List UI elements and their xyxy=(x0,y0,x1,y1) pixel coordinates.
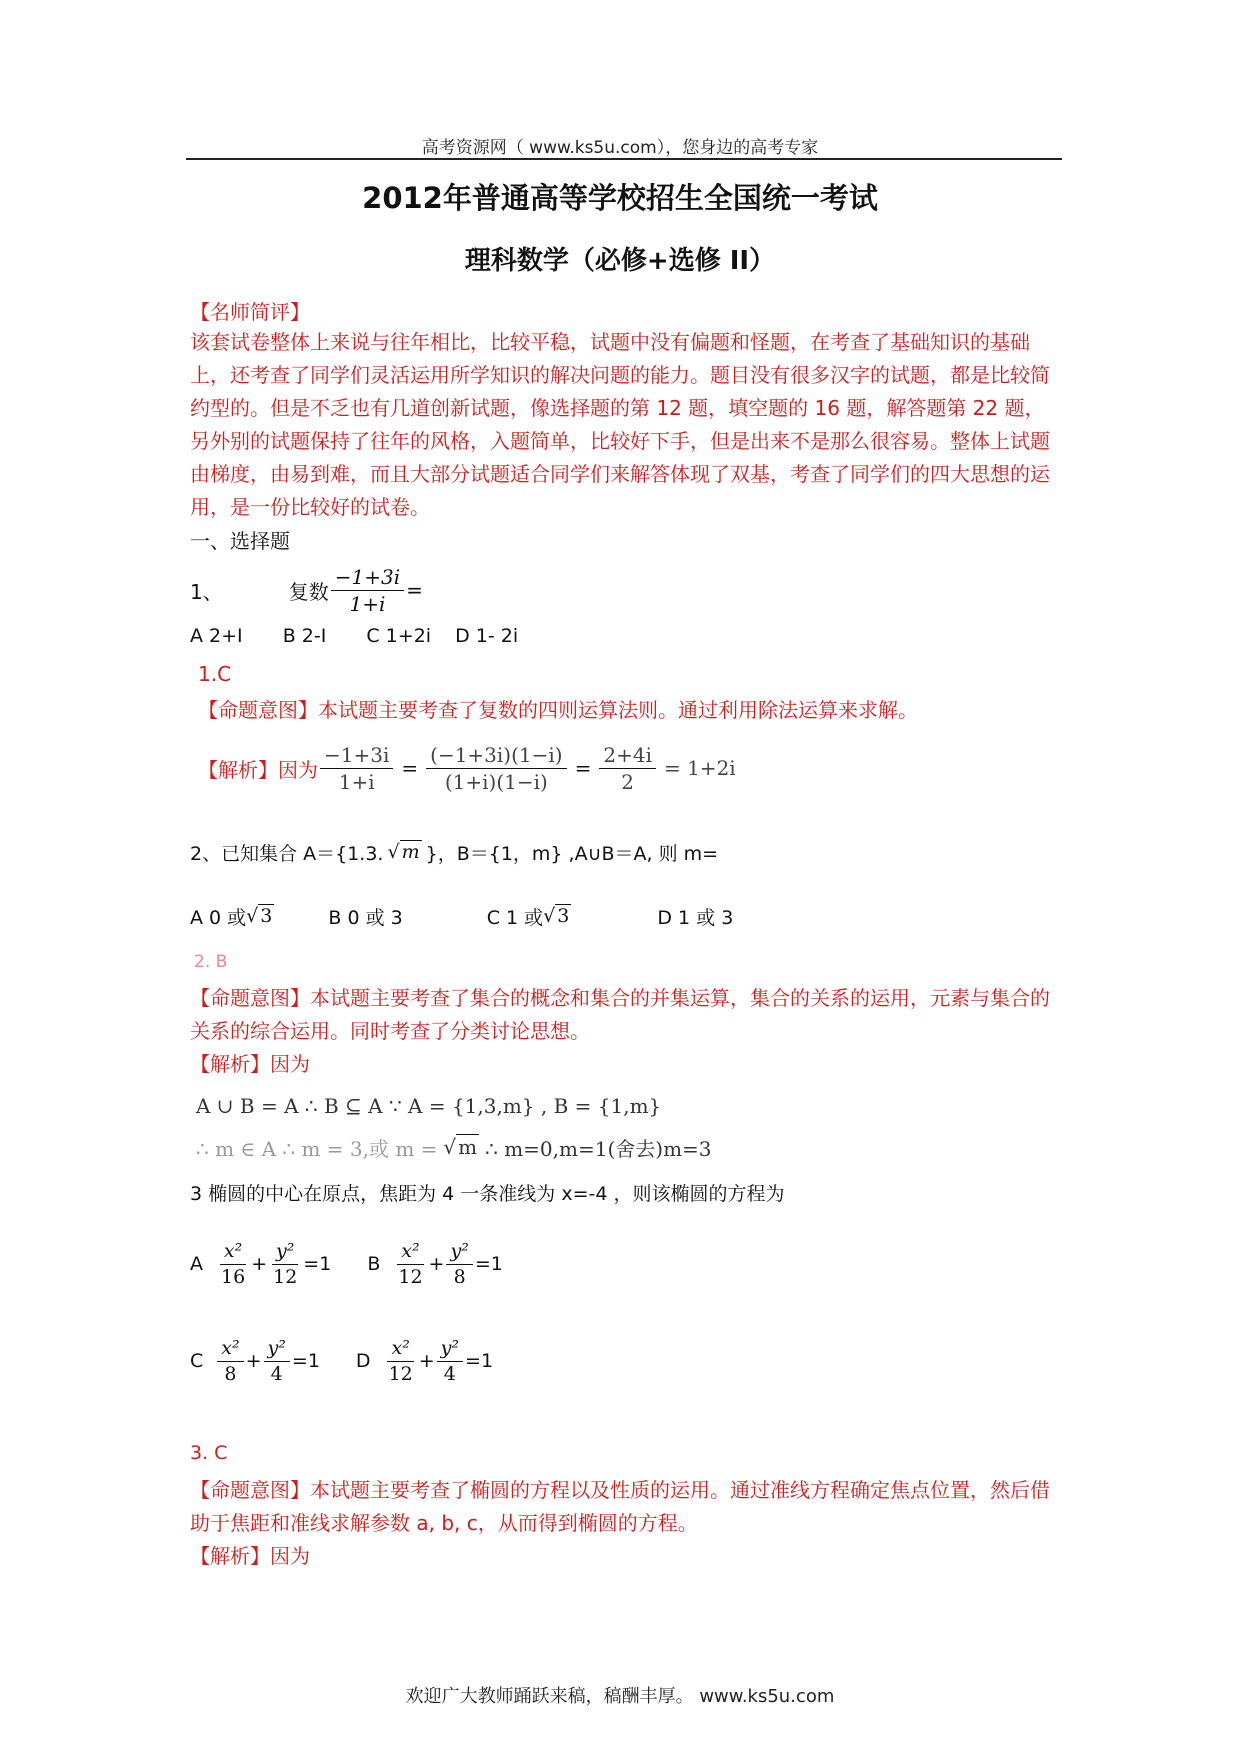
q2-intent xyxy=(190,982,1060,1048)
q2-analysis-line2 xyxy=(196,1130,712,1164)
q3-analysis-label: 【解析】 xyxy=(190,1544,270,1568)
q3-option-d-frac2: $\frac{\text{y²}}{4}$ xyxy=(437,1338,463,1385)
q1-a-frac2-den: (1+i)(1−i) xyxy=(444,769,548,794)
q1-a-result: = 1+2i xyxy=(663,756,736,780)
q2-stem xyxy=(190,832,718,872)
q3-option-a-label: A xyxy=(190,1253,203,1275)
header-rule xyxy=(186,158,1062,160)
q1-stem-text: 复数 xyxy=(288,579,329,604)
q2-stem-post: }，B＝{1，m} ,A∪B＝A, 则 m= xyxy=(425,842,719,865)
q2-stem-pre: 2、已知集合 A＝{1.3. xyxy=(190,842,384,865)
section-heading: 一、选择题 xyxy=(190,529,290,553)
q3-answer: 3. C xyxy=(190,1442,228,1464)
q3-option-a-frac2: $\frac{\text{y²}}{12}$ xyxy=(273,1239,298,1288)
q1-a-frac3 xyxy=(599,744,656,793)
q2-line2-root: √ m xyxy=(443,1135,478,1159)
q3-stem: 3 椭圆的中心在原点，焦距为 4 一条准线为 x=-4 ，则该椭圆的方程为 xyxy=(190,1183,785,1205)
q2-option-d: D 1 或 3 xyxy=(657,906,734,929)
q2-options xyxy=(190,896,733,936)
q1-a-frac1-num: −1+3i xyxy=(320,744,393,769)
q2-intent-label: 【命题意图】 xyxy=(190,986,310,1010)
q3-option-c-frac2: $\frac{\text{y²}}{4}$ xyxy=(264,1338,290,1385)
q1-a-frac1-den: 1+i xyxy=(338,769,375,794)
q1-analysis-lead: 因为 xyxy=(278,757,318,782)
q2-option-c: C 1 或 xyxy=(486,906,544,929)
q2-line2-post: ∴ m=0,m=1(舍去)m=3 xyxy=(485,1136,712,1161)
review-label: 【名师简评】 xyxy=(190,300,310,324)
q1-option-b: B 2-I xyxy=(282,625,327,647)
q1-a-frac2-num: (−1+3i)(1−i) xyxy=(426,744,566,769)
q1-intent-label: 【命题意图】 xyxy=(198,698,318,722)
q1-a-frac3-den: 2 xyxy=(621,769,635,794)
q3-intent xyxy=(190,1474,1060,1540)
q2-option-a-root: √ 3 xyxy=(246,905,273,927)
q1-stem xyxy=(190,560,423,620)
q3-options-row1: A $\frac{\text{x²}}{16}$ + $\frac{\text{y²}}{12}$ =1 B $\frac{\text{x²}}{12}$ + $\frac{\text{y²}}{8}$ =1 xyxy=(190,1239,503,1288)
q3-intent-text: 本试题主要考查了椭圆的方程以及性质的运用。通过准线方程确定焦点位置，然后借助于焦距和准线求解参数 a, b, c，从而得到椭圆的方程。 xyxy=(190,1478,1050,1535)
q1-fraction xyxy=(331,566,404,615)
exam-title: 2012年普通高等学校招生全国统一考试 xyxy=(362,181,878,215)
q1-eq: = xyxy=(406,578,423,602)
q1-analysis: 【解析】 因为 $\frac{-1+3i}{1+i}$ = $\frac{(-1+3i)(1-i)}{(1+i)(1-i)}$ = $\frac{2+4i}{2}$ = 1+2i xyxy=(198,742,736,794)
q3-option-a-frac1: $\frac{\text{x²}}{16}$ xyxy=(221,1239,246,1288)
q1-answer: 1.C xyxy=(198,662,232,686)
q1-analysis-label: 【解析】 xyxy=(198,757,278,782)
q2-analysis xyxy=(190,1048,310,1077)
page-footer: 欢迎广大教师踊跃来稿，稿酬丰厚。 www.ks5u.com xyxy=(405,1686,835,1707)
q2-option-b: B 0 或 3 xyxy=(328,906,403,929)
q2-option-a: A 0 或 xyxy=(190,906,247,929)
q2-analysis-lead: 因为 xyxy=(270,1052,310,1076)
q1-option-d: D 1- 2i xyxy=(455,625,519,647)
q3-option-c-frac1: $\frac{\text{x²}}{8}$ xyxy=(217,1338,243,1385)
q1-number: 1、 xyxy=(190,579,223,604)
q3-option-b-frac1: $\frac{\text{x²}}{12}$ xyxy=(398,1239,423,1288)
q1-option-a: A 2+I xyxy=(190,625,243,647)
q1-a-frac2 xyxy=(426,744,566,793)
exam-subtitle: 理科数学（必修+选修 II） xyxy=(464,246,776,276)
q1-intent-text: 本试题主要考查了复数的四则运算法则。通过利用除法运算来求解。 xyxy=(318,698,918,722)
q3-option-b-label: B xyxy=(367,1253,381,1275)
q3-analysis-lead: 因为 xyxy=(270,1544,310,1568)
q1-intent xyxy=(198,694,918,723)
review-text: 该套试卷整体上来说与往年相比，比较平稳，试题中没有偏题和怪题，在考查了基础知识的基础上，还考查了同学们灵活运用所学知识的解决问题的能力。题目没有很多汉字的试题，都是比较简约型的。但是不乏也有几道创新试题，像选择题的第 12 题，填空题的 16 题，解答题第 22 题，另外别的试题保持了往年的风格，入题简单，比较好下手，但是出来不是那么很容易。整体上试题由梯度，由易到难，而且大部分试题适合同学们来解答体现了双基，考查了同学们的四大思想的运用，是一份比较好的试卷。 xyxy=(190,330,1050,519)
q1-option-c: C 1+2i xyxy=(366,625,432,647)
q1-frac-den: 1+i xyxy=(349,591,386,616)
q1-a-frac1 xyxy=(320,744,393,793)
q3-option-c-label: C xyxy=(190,1350,204,1372)
q2-intent-text: 本试题主要考查了集合的概念和集合的并集运算，集合的关系的运用，元素与集合的关系的综合运用。同时考查了分类讨论思想。 xyxy=(190,986,1050,1043)
q2-analysis-label: 【解析】 xyxy=(190,1052,270,1076)
q2-sqrt-m: √ m xyxy=(387,841,420,863)
q3-analysis xyxy=(190,1540,310,1569)
q2-answer: 2. B xyxy=(194,952,228,972)
q1-frac-num: −1+3i xyxy=(331,566,404,591)
q3-intent-label: 【命题意图】 xyxy=(190,1478,310,1502)
q2-option-c-root: √ 3 xyxy=(543,905,570,927)
q3-option-d-frac1: $\frac{\text{x²}}{12}$ xyxy=(388,1336,413,1385)
q1-options xyxy=(190,625,518,647)
q2-analysis-line1: A ∪ B = A ∴ B ⊆ A ∵ A = {1,3,m} , B = {1,m} xyxy=(196,1094,662,1118)
q3-option-d-label: D xyxy=(355,1350,371,1372)
q3-options-row2: C $\frac{\text{x²}}{8}$ + $\frac{\text{y²}}{4}$ =1 D $\frac{\text{x²}}{12}$ + $\frac{\text{y²}}{4}$ =1 xyxy=(190,1336,494,1385)
q2-line2-pre: ∴ m ∈ A ∴ m = 3,或 m = xyxy=(196,1136,438,1161)
q3-option-b-frac2: $\frac{\text{y²}}{8}$ xyxy=(446,1241,472,1288)
page-header: 高考资源网（ www.ks5u.com），您身边的高考专家 xyxy=(421,138,819,158)
q1-a-frac3-num: 2+4i xyxy=(599,744,656,769)
